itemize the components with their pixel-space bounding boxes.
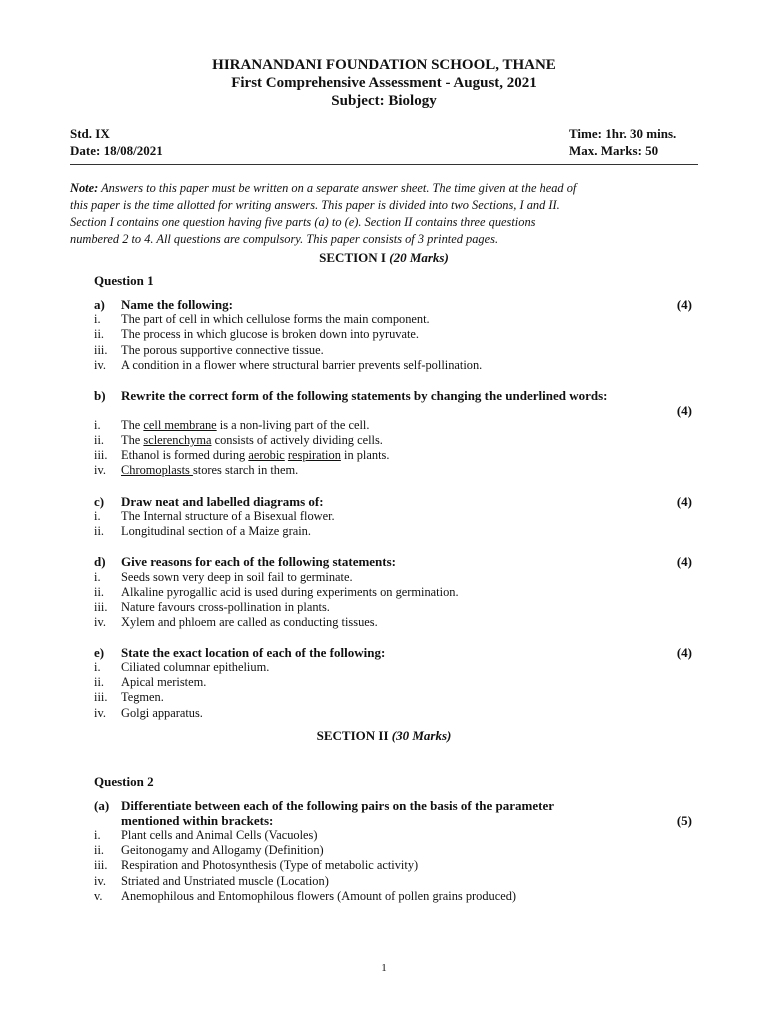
list-item-number: v.	[94, 889, 103, 903]
list-item-number: ii.	[94, 433, 104, 447]
time-label: Time: 1hr. 30 mins.	[569, 126, 677, 141]
note-line: Section I contains one question having five parts (a) to (e). Section II contains three questions	[70, 215, 536, 229]
list-item-number: iv.	[94, 358, 106, 372]
list-item-number: iv.	[94, 615, 106, 629]
q2a-text-line1: Differentiate between each of the following pairs on the basis of the parameter	[121, 798, 555, 813]
q1d-label: d)	[94, 554, 106, 569]
list-item: The Internal structure of a Bisexual flower.	[121, 509, 335, 523]
list-item-number: ii.	[94, 327, 104, 341]
list-item: Ethanol is formed during aerobic respiration in plants.	[121, 448, 390, 462]
list-item-number: i.	[94, 312, 101, 326]
underlined-word: cell membrane	[143, 418, 217, 432]
q2a-label: (a)	[94, 798, 110, 813]
list-item: Chromoplasts stores starch in them.	[121, 463, 299, 477]
list-item: Longitudinal section of a Maize grain.	[121, 524, 311, 538]
q1b-text: Rewrite the correct form of the following statements by changing the underlined words:	[121, 388, 608, 403]
list-item-number: i.	[94, 509, 101, 523]
q1c-marks: (4)	[676, 494, 692, 509]
list-item: Geitonogamy and Allogamy (Definition)	[121, 843, 324, 857]
note-label: Note:	[70, 181, 99, 195]
list-item: Alkaline pyrogallic acid is used during experiments on germination.	[121, 585, 459, 599]
q1e-label: e)	[94, 645, 105, 660]
question-1-title: Question 1	[94, 273, 154, 288]
list-item-number: ii.	[94, 843, 104, 857]
page-number: 1	[381, 962, 387, 974]
underlined-word: Chromoplasts	[121, 463, 193, 477]
list-item: Seeds sown very deep in soil fail to germinate.	[121, 570, 353, 584]
q1c-text: Draw neat and labelled diagrams of:	[121, 494, 324, 509]
section-2-heading	[0, 728, 768, 744]
list-item: Golgi apparatus.	[121, 706, 203, 720]
q1c-label: c)	[94, 494, 105, 509]
underlined-word: sclerenchyma	[143, 433, 212, 447]
q1a-text: Name the following:	[121, 297, 233, 312]
instructions-note	[70, 180, 698, 248]
subject-title: Subject: Biology	[331, 93, 437, 109]
section-1-title: SECTION I	[319, 250, 386, 265]
q1a-marks: (4)	[676, 297, 692, 312]
q1e-text: State the exact location of each of the following:	[121, 645, 386, 660]
list-item-number: i.	[94, 570, 101, 584]
max-marks-label: Max. Marks: 50	[569, 143, 659, 158]
list-item: Anemophilous and Entomophilous flowers (Amount of pollen grains produced)	[121, 889, 517, 903]
list-item: Plant cells and Animal Cells (Vacuoles)	[121, 828, 318, 842]
header-divider	[70, 164, 698, 165]
list-item-number: iii.	[94, 343, 108, 357]
list-item-number: ii.	[94, 675, 104, 689]
q1a-label: a)	[94, 297, 105, 312]
list-item: Tegmen.	[121, 690, 164, 704]
list-item: The porous supportive connective tissue.	[121, 343, 324, 357]
list-item-number: i.	[94, 828, 101, 842]
list-item-number: iv.	[94, 874, 106, 888]
section-2-title: SECTION II	[316, 728, 389, 743]
list-item: The cell membrane is a non-living part of the cell.	[121, 418, 370, 432]
list-item-number: i.	[94, 418, 101, 432]
list-item: Respiration and Photosynthesis (Type of metabolic activity)	[121, 858, 419, 872]
list-item: A condition in a flower where structural barrier prevents self-pollination.	[121, 358, 483, 372]
q1d-text: Give reasons for each of the following statements:	[121, 554, 397, 569]
list-item: The sclerenchyma consists of actively dividing cells.	[121, 433, 383, 447]
assessment-title: First Comprehensive Assessment - August, 2021	[231, 75, 537, 91]
list-item-number: ii.	[94, 524, 104, 538]
list-item: The part of cell in which cellulose forms the main component.	[121, 312, 430, 326]
school-name: HIRANANDANI FOUNDATION SCHOOL, THANE	[212, 57, 556, 73]
q1b-marks: (4)	[676, 403, 692, 418]
section-1-marks: (20 Marks)	[389, 250, 449, 265]
list-item-number: iv.	[94, 706, 106, 720]
section-2-marks: (30 Marks)	[391, 728, 452, 743]
note-line: this paper is the time allotted for writing answers. This paper is divided into two Sections, I and II.	[70, 198, 560, 212]
q1e-marks: (4)	[676, 645, 692, 660]
note-line: numbered 2 to 4. All questions are compulsory. This paper consists of 3 printed pages.	[70, 232, 499, 246]
list-item-number: iv.	[94, 463, 106, 477]
date-label: Date: 18/08/2021	[70, 143, 163, 158]
q1d-marks: (4)	[676, 554, 692, 569]
q1b-label: b)	[94, 388, 106, 403]
list-item-number: i.	[94, 660, 101, 674]
q2a-text-line2: mentioned within brackets:	[121, 813, 274, 828]
list-item: The process in which glucose is broken down into pyruvate.	[121, 327, 419, 341]
list-item: Ciliated columnar epithelium.	[121, 660, 270, 674]
list-item: Xylem and phloem are called as conducting tissues.	[121, 615, 378, 629]
section-1-heading	[0, 250, 768, 266]
underlined-word: aerobic	[248, 448, 285, 462]
std-label: Std. IX	[70, 126, 110, 141]
underlined-word: respiration	[287, 448, 341, 462]
list-item: Striated and Unstriated muscle (Location)	[121, 874, 329, 888]
list-item-number: iii.	[94, 858, 108, 872]
question-2-title: Question 2	[94, 774, 154, 789]
note-line: Answers to this paper must be written on a separate answer sheet. The time given at the head of	[101, 181, 577, 195]
list-item: Nature favours cross-pollination in plants.	[121, 600, 330, 614]
q2a-marks: (5)	[676, 813, 692, 828]
list-item-number: iii.	[94, 690, 108, 704]
list-item-number: ii.	[94, 585, 104, 599]
list-item: Apical meristem.	[121, 675, 207, 689]
list-item-number: iii.	[94, 600, 108, 614]
list-item-number: iii.	[94, 448, 108, 462]
